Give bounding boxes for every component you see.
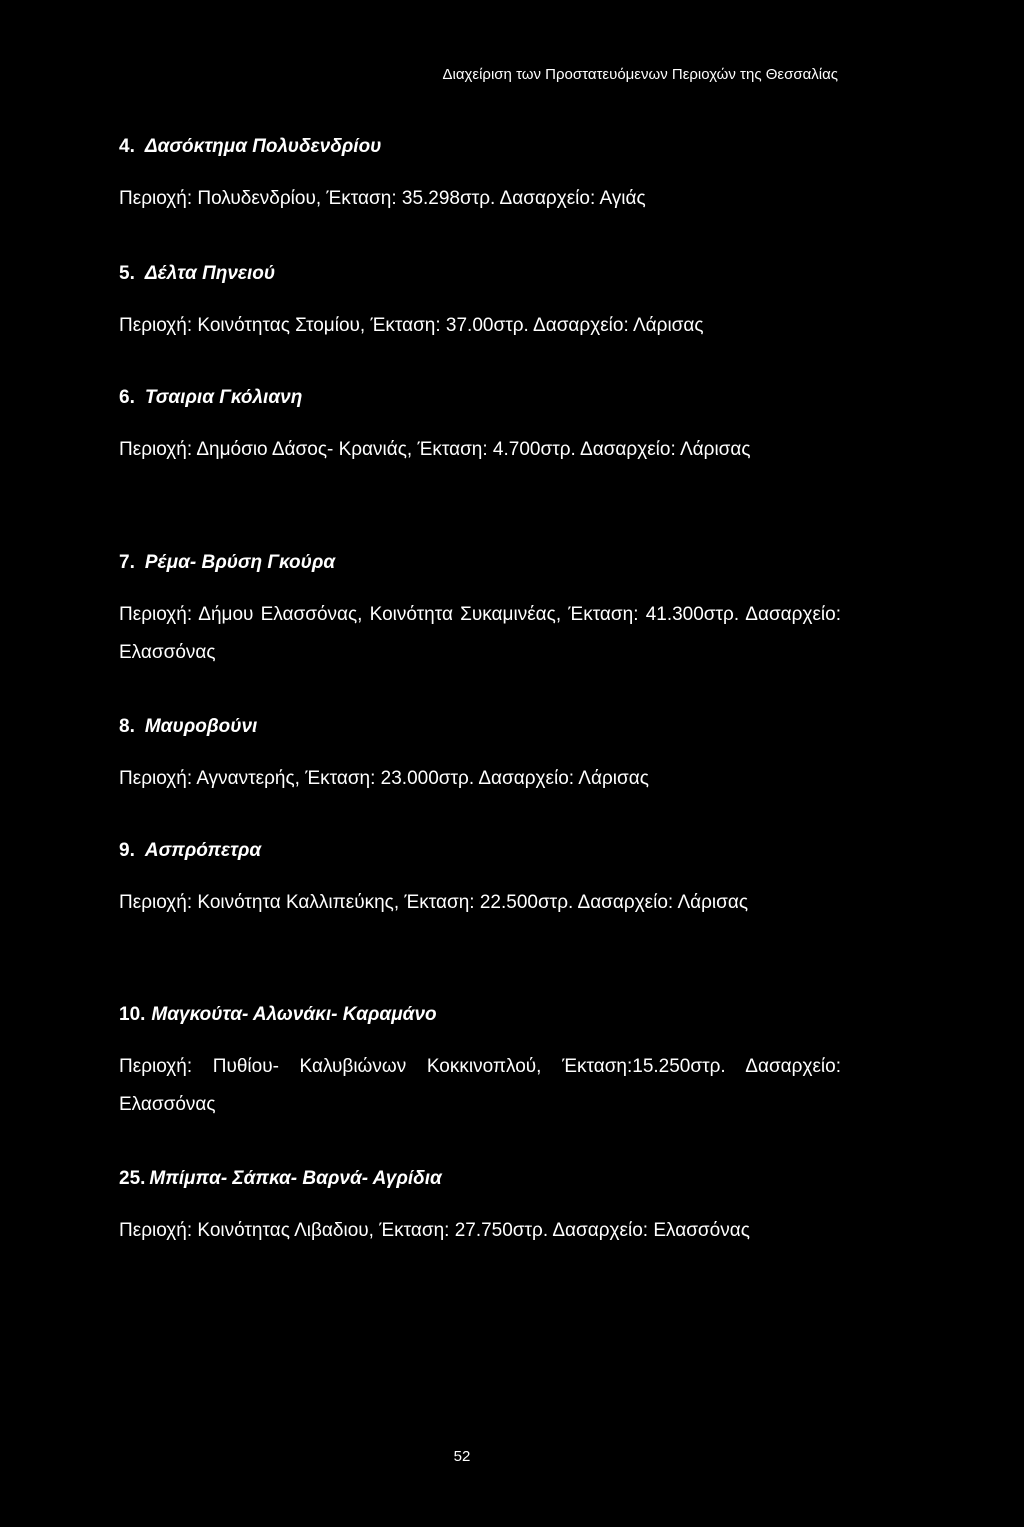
page-number-row [0, 1448, 1024, 1465]
entry-heading [119, 387, 841, 409]
entry-7 [119, 552, 841, 672]
entry-name: Μπίμπα- Σάπκα- Βαρνά- Αγρίδια [149, 1168, 442, 1189]
entry-description: Περιοχή: Πυθίου- Καλυβιώνων Κοκκινοπλού, Έκταση:15.250στρ. Δασαρχείο: Ελασσόνας [119, 1056, 841, 1115]
entry-heading [119, 1004, 841, 1026]
entry-heading [119, 716, 841, 738]
entry-name: Δέλτα Πηνειού [144, 263, 276, 284]
entry-description: Περιοχή: Αγναντερής, Έκταση: 23.000στρ. Δασαρχείο: Λάρισας [119, 768, 649, 789]
entry-name: Ασπρόπετρα [144, 840, 262, 861]
entry-description: Περιοχή: Κοινότητας Στομίου, Έκταση: 37.00στρ. Δασαρχείο: Λάρισας [119, 315, 704, 336]
entry-name: Τσαιρια Γκόλιανη [144, 387, 303, 408]
entry-name: Δασόκτημα Πολυδενδρίου [144, 136, 382, 157]
entry-number: 4. [119, 136, 135, 157]
entry-5 [119, 263, 841, 345]
entry-name: Μαυροβούνι [144, 716, 258, 737]
entry-number: 8. [119, 716, 135, 737]
entry-number: 25. [119, 1168, 146, 1189]
entry-10 [119, 1004, 841, 1124]
entry-number: 5. [119, 263, 135, 284]
entry-number: 7. [119, 552, 135, 573]
entry-heading [119, 263, 841, 285]
entry-description: Περιοχή: Κοινότητας Λιβαδιου, Έκταση: 27.750στρ. Δασαρχείο: Ελασσόνας [119, 1220, 750, 1241]
entry-9 [119, 840, 841, 922]
entry-description: Περιοχή: Κοινότητα Καλλιπεύκης, Έκταση: 22.500στρ. Δασαρχείο: Λάρισας [119, 892, 749, 913]
entry-6 [119, 387, 841, 469]
entry-25 [119, 1168, 841, 1250]
entry-description: Περιοχή: Δήμου Ελασσόνας, Κοινότητα Συκαμινέας, Έκταση: 41.300στρ. Δασαρχείο: Ελασσόνας [119, 604, 841, 663]
entry-heading [119, 840, 841, 862]
entry-number: 10. [119, 1004, 146, 1025]
entry-heading [119, 1168, 841, 1190]
page-number: 52 [453, 1448, 471, 1465]
entry-heading [119, 552, 841, 574]
entry-name: Ρέμα- Βρύση Γκούρα [144, 552, 336, 573]
entry-number: 6. [119, 387, 135, 408]
entry-name: Μαγκούτα- Αλωνάκι- Καραμάνο [151, 1004, 437, 1025]
entry-description: Περιοχή: Δημόσιο Δάσος- Κρανιάς, Έκταση: 4.700στρ. Δασαρχείο: Λάρισας [119, 439, 751, 460]
running-header: Διαχείριση των Προστατευόμενων Περιοχών της Θεσσαλίας [442, 66, 838, 83]
entry-heading [119, 136, 841, 158]
entry-description: Περιοχή: Πολυδενδρίου, Έκταση: 35.298στρ. Δασαρχείο: Αγιάς [119, 188, 646, 209]
entry-8 [119, 716, 841, 798]
entry-number: 9. [119, 840, 135, 861]
entry-4 [119, 136, 841, 218]
